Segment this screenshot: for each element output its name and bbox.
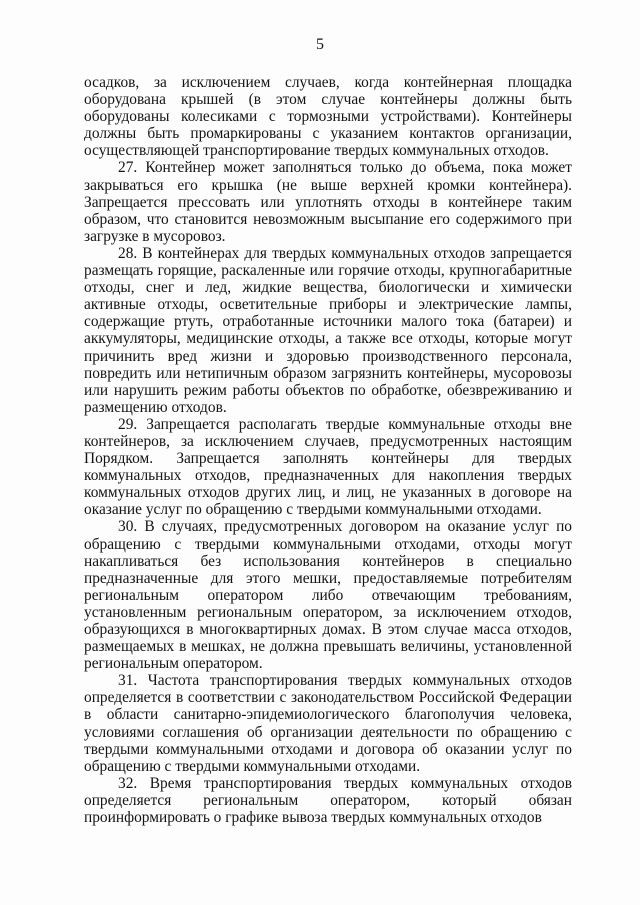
paragraph-31: 31. Частота транспортирования твердых коммунальных отходов определяется в соответствии с законодательством Российской Федерации в области санитарно-эпидемиологического благополучия человека, условиями соглашения об организации деятельности по обращению с твердыми коммунальными отходами и договора об оказании услуг по обращению с твердыми коммунальными отходами. [84, 672, 572, 775]
page-number: 5 [316, 36, 324, 53]
paragraph-32: 32. Время транспортирования твердых коммунальных отходов определяется региональным оператором, который обязан проинформировать о графике вывоза твердых коммунальных отходов [84, 774, 572, 827]
paragraph-30: 30. В случаях, предусмотренных договором на оказание услуг по обращению с твердыми коммунальными отходами, отходы могут накапливаться без использования контейнеров в специально предназначенные для этого мешки, предоставляемые потребителям региональным оператором либо отвечающим требованиям, установленным региональным оператором, за исключением отходов, образующихся в многоквартирных домах. В этом случае масса отходов, размещаемых в мешках, не должна превышать величины, установленной региональным оператором. [84, 518, 572, 673]
paragraph-27: 27. Контейнер может заполняться только до объема, пока может закрываться его крышка (не выше верхней кромки контейнера). Запрещается прессовать или уплотнять отходы в контейнере таким образом, что становится невозможным высыпание его содержимого при загрузке в мусоровоз. [84, 159, 572, 245]
document-body [84, 74, 572, 826]
paragraph-28: 28. В контейнерах для твердых коммунальных отходов запрещается размещать горящие, раскаленные или горячие отходы, крупногабаритные отходы, снег и лед, жидкие вещества, биологически и химически активные отходы, осветительные приборы и электрические лампы, содержащие ртуть, отработанные источники малого тока (батареи) и аккумуляторы, медицинские отходы, а также все отходы, которые могут причинить вред жизни и здоровью производственного персонала, повредить или нетипичным образом загрязнить контейнеры, мусоровозы или нарушить режим работы объектов по обработке, обезвреживанию и размещению отходов. [84, 244, 572, 416]
paragraph-continuation: осадков, за исключением случаев, когда контейнерная площадка оборудована крышей (в этом случае контейнеры должны быть оборудованы колесиками с тормозными устройствами). Контейнеры должны быть промаркированы с указанием контактов организации, осуществляющей транспортирование твердых коммунальных отходов. [84, 74, 572, 160]
paragraph-29: 29. Запрещается располагать твердые коммунальные отходы вне контейнеров, за исключением случаев, предусмотренных настоящим Порядком. Запрещается заполнять контейнеры для твердых коммунальных отходов, предназначенных для накопления твердых коммунальных отходов других лиц, и лиц, не указанных в договоре на оказание услуг по обращению с твердыми коммунальными отходами. [84, 415, 572, 519]
